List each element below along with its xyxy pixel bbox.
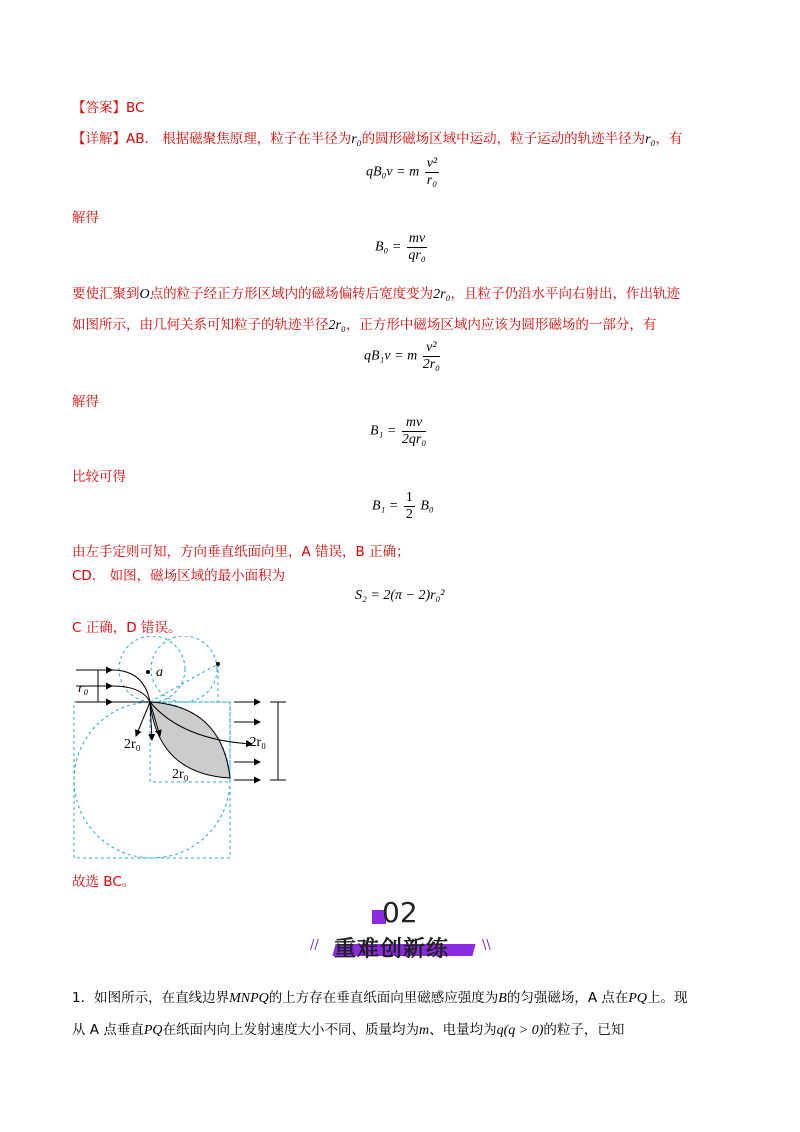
symbol-MNPQ: MNPQ bbox=[229, 991, 269, 1006]
question-text: 、电量均为 bbox=[429, 1022, 497, 1038]
eq2-numerator: mv bbox=[408, 231, 426, 246]
question-text: 的粒子，已知 bbox=[543, 1022, 625, 1038]
cd-line: CD． 如图，磁场区域的最小面积为 bbox=[72, 568, 286, 584]
symbol-q: q(q > 0) bbox=[496, 1023, 544, 1038]
label-2r0-bottom: 2r₀ bbox=[172, 767, 189, 782]
label-2r0-right: 2r₀ bbox=[249, 735, 266, 750]
detail-line-3 bbox=[72, 313, 656, 334]
symbol-2r0: 2r₀ bbox=[328, 318, 346, 333]
banner-title: 重难创新练 bbox=[334, 937, 450, 962]
answer-line bbox=[72, 96, 144, 116]
eq1-left: qB₀v = m bbox=[366, 164, 420, 180]
symbol-B: B bbox=[498, 991, 507, 1006]
eq3-numerator: v² bbox=[423, 340, 440, 357]
eq1-denominator: r₀ bbox=[426, 173, 438, 188]
top-dot bbox=[216, 662, 220, 666]
detail-text: ，且粒子仍沿水平向右射出，作出轨迹 bbox=[450, 286, 680, 302]
detail-text: ，正方形中磁场区域内应该为圆形磁场的一部分，有 bbox=[345, 317, 657, 333]
eq4-denominator: 2qr₀ bbox=[401, 432, 427, 447]
question-text: 1．如图所示，在直线边界 bbox=[72, 990, 230, 1006]
diverging-arrow bbox=[136, 702, 150, 736]
detail-text: ，有 bbox=[655, 131, 683, 147]
detail-label: 【详解】 bbox=[72, 131, 126, 147]
detail-text: 要使汇聚到 bbox=[72, 286, 140, 302]
label-2r0-left: 2r₀ bbox=[124, 737, 141, 752]
eq4-fraction bbox=[402, 415, 426, 448]
symbol-O: O bbox=[139, 287, 150, 302]
eq5-numerator: 1 bbox=[405, 490, 413, 505]
solve-line-1: 解得 bbox=[72, 210, 99, 226]
eq2-denominator: qr₀ bbox=[408, 248, 426, 263]
eq1-fraction bbox=[425, 156, 439, 189]
question-text: 的上方存在垂直纸面向里磁感应强度为 bbox=[268, 990, 499, 1006]
symbol-PQ: PQ bbox=[143, 1023, 163, 1038]
eq4-left: B₁ = bbox=[370, 423, 397, 439]
answer-value: BC bbox=[126, 100, 145, 116]
symbol-2r0: 2r₀ bbox=[433, 287, 451, 302]
small-dashed-circle bbox=[119, 636, 185, 702]
banner-deco-left: // bbox=[310, 938, 319, 953]
magnetic-field-figure bbox=[72, 636, 312, 864]
question-line-1 bbox=[72, 986, 688, 1007]
banner-number: 02 bbox=[382, 896, 418, 929]
equation-1 bbox=[366, 156, 441, 189]
symbol-m: m bbox=[419, 1023, 430, 1038]
question-text: 的匀强磁场，A 点在 bbox=[506, 990, 629, 1006]
eq1-numerator: v² bbox=[426, 156, 438, 171]
conclusion-line-1: 由左手定则可知，方向垂直纸面向里，A 错误，B 正确； bbox=[72, 544, 410, 560]
eq3-left: qB₁v = m bbox=[364, 348, 418, 364]
symbol-r0: r₀ bbox=[351, 132, 362, 147]
question-text: 上。现 bbox=[647, 990, 688, 1006]
eq4-numerator: mv bbox=[402, 415, 426, 432]
conclusion-line-2: C 正确，D 错误。 bbox=[72, 620, 182, 636]
equation-3 bbox=[364, 340, 442, 373]
eq3-fraction bbox=[423, 340, 440, 373]
point-a-dot bbox=[146, 670, 150, 674]
banner-deco-right: \\ bbox=[482, 938, 491, 953]
final-line: 故选 BC。 bbox=[72, 874, 136, 890]
symbol-PQ: PQ bbox=[628, 991, 648, 1006]
eq5-denominator: 2 bbox=[405, 507, 413, 522]
equation-6: S₂ = 2(π − 2)r₀² bbox=[355, 588, 445, 603]
detail-text: 的圆形磁场区域中运动，粒子运动的轨迹半径为 bbox=[361, 131, 646, 147]
compare-line: 比较可得 bbox=[72, 469, 126, 485]
question-text: 从 A 点垂直 bbox=[72, 1022, 144, 1038]
solve-line-2: 解得 bbox=[72, 394, 99, 410]
label-r0: r₀ bbox=[78, 681, 89, 696]
detail-line-1 bbox=[72, 127, 682, 148]
equation-5 bbox=[372, 490, 434, 523]
detail-text: 点的粒子经正方形区域内的磁场偏转后宽度变为 bbox=[149, 286, 434, 302]
section-banner bbox=[300, 896, 500, 976]
question-line-2 bbox=[72, 1018, 624, 1039]
eq5-left: B₁ = bbox=[372, 498, 399, 514]
eq5-right: B₀ bbox=[420, 498, 434, 514]
detail-line-2 bbox=[72, 282, 680, 303]
symbol-r0: r₀ bbox=[645, 132, 656, 147]
eq3-denominator: 2r₀ bbox=[422, 357, 441, 372]
detail-text: AB． 根据磁聚焦原理，粒子在半径为 bbox=[126, 131, 352, 147]
detail-text: 如图所示，由几何关系可知粒子的轨迹半径 bbox=[72, 317, 329, 333]
equation-2 bbox=[375, 231, 429, 264]
question-text: 在纸面内向上发射速度大小不同、质量均为 bbox=[162, 1022, 419, 1038]
eq5-fraction bbox=[404, 490, 415, 523]
eq2-fraction bbox=[407, 231, 427, 264]
label-a: a bbox=[156, 665, 163, 680]
answer-label: 【答案】 bbox=[72, 100, 126, 116]
eq2-left: B₀ = bbox=[375, 239, 402, 255]
equation-4 bbox=[370, 415, 428, 448]
